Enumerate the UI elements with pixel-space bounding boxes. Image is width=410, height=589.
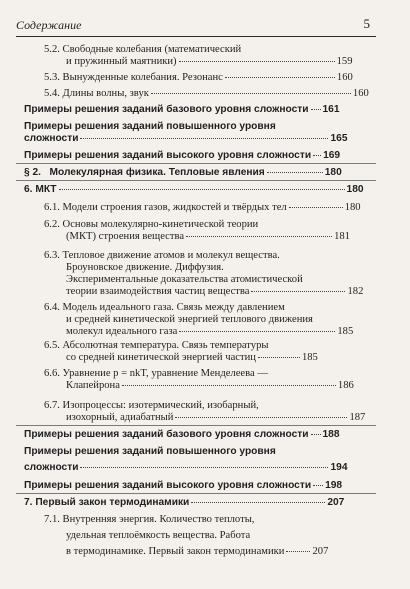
entry-title: Модель идеального газа. Связь между давлением <box>62 302 285 313</box>
entry-title: Модели строения газов, жидкостей и твёрдых тел <box>62 202 287 213</box>
toc-entry-6-2[interactable] <box>44 219 376 243</box>
entry-title: Примеры решения заданий базового уровня сложности <box>24 104 309 115</box>
entry-title: сложности <box>24 462 79 473</box>
entry-number: 6. <box>24 184 33 195</box>
entry-number: 5.3. <box>44 72 60 83</box>
entry-number: 6.4. <box>44 302 60 313</box>
entry-title: и средней кинетической энергией теплового движения <box>66 314 313 325</box>
entry-number: § 2. <box>24 167 41 178</box>
toc-entry-section-2[interactable] <box>24 167 376 179</box>
entry-title: Абсолютная температура. Связь температуры <box>62 340 269 351</box>
entry-title: Уравнение p = nkT, уравнение Менделеева — <box>62 368 268 379</box>
entry-page: 207 <box>312 546 329 557</box>
entry-number: 6.7. <box>44 400 60 411</box>
toc-entry-examples-high-2[interactable] <box>24 480 342 492</box>
entry-title: (МКТ) строения вещества <box>66 231 185 242</box>
entry-title: Примеры решения заданий повышенного уровня <box>24 121 276 132</box>
toc-entry-6-3[interactable] <box>44 250 376 298</box>
entry-page: 194 <box>330 462 348 473</box>
page-number: 5 <box>363 16 370 31</box>
entry-number: 5.2. <box>44 44 60 55</box>
entry-title: МКТ <box>35 184 57 195</box>
toc-entry-6-5[interactable] <box>44 340 376 364</box>
entry-title: Внутренняя энергия. Количество теплоты, <box>62 514 255 525</box>
entry-page: 185 <box>337 326 354 337</box>
entry-title: Вынужденные колебания. Резонанс <box>62 72 223 83</box>
toc-entry-5-4[interactable] <box>44 88 376 100</box>
section-title: Содержание <box>16 18 82 32</box>
entry-title: теории взаимодействия частиц вещества <box>66 286 250 297</box>
entry-title: Молекулярная физика. Тепловые явления <box>49 167 265 178</box>
entry-number: 7.1. <box>44 514 60 525</box>
entry-number: 6.2. <box>44 219 60 230</box>
entry-title: Длины волны, звук <box>62 88 149 99</box>
entry-page: 188 <box>322 429 340 440</box>
toc-entry-6-7[interactable] <box>44 400 376 424</box>
entry-page: 187 <box>349 412 366 423</box>
entry-page: 182 <box>347 286 364 297</box>
toc-entry-chapter-6[interactable] <box>24 184 376 196</box>
entry-title: со средней кинетической энергией частиц <box>66 352 256 363</box>
entry-page: 207 <box>327 497 345 508</box>
entry-title: Примеры решения заданий повышенного уровня <box>24 446 276 457</box>
entry-page: 186 <box>337 380 354 391</box>
toc-entry-examples-high[interactable] <box>24 150 340 162</box>
entry-page: 160 <box>352 88 369 99</box>
entry-title: молекул идеального газа <box>66 326 178 337</box>
entry-page: 169 <box>323 150 341 161</box>
entry-number: 6.1. <box>44 202 60 213</box>
entry-title: и пружинный маятники) <box>66 56 177 67</box>
entry-title: Тепловое движение атомов и молекул вещества. <box>62 250 280 261</box>
entry-number: 6.5. <box>44 340 60 351</box>
section-divider <box>16 425 376 426</box>
entry-page: 185 <box>301 352 318 363</box>
toc-entry-examples-medium[interactable] <box>24 121 347 145</box>
entry-page: 160 <box>336 72 353 83</box>
entry-title: Свободные колебания (математический <box>62 44 242 55</box>
entry-number: 6.6. <box>44 368 60 379</box>
toc-entry-examples-basic-2[interactable] <box>24 429 340 441</box>
entry-title: Первый закон термодинамики <box>35 497 190 508</box>
entry-title: Экспериментальные доказательства атомистической <box>66 274 303 285</box>
toc-entry-6-6[interactable] <box>44 368 376 392</box>
entry-title: Изопроцессы: изотермический, изобарный, <box>62 400 259 411</box>
entry-page: 198 <box>325 480 343 491</box>
entry-title: удельная теплоёмкость вещества. Работа <box>66 530 251 541</box>
entry-number: 6.3. <box>44 250 60 261</box>
section-divider <box>16 493 376 494</box>
toc-entry-7-1[interactable] <box>44 514 376 558</box>
entry-page: 165 <box>330 133 348 144</box>
entry-page: 180 <box>344 202 361 213</box>
entry-title: в термодинамике. Первый закон термодинамики <box>66 546 285 557</box>
entry-page: 180 <box>324 167 342 178</box>
toc-entry-examples-basic[interactable] <box>24 104 340 116</box>
entry-title: Клапейрона <box>66 380 120 391</box>
toc-entry-6-1[interactable] <box>44 202 376 214</box>
entry-title: сложности <box>24 133 79 144</box>
entry-title: Примеры решения заданий высокого уровня сложности <box>24 150 312 161</box>
toc-entry-6-4[interactable] <box>44 302 376 338</box>
entry-number: 7. <box>24 497 33 508</box>
entry-page: 180 <box>346 184 364 195</box>
toc-entry-5-2[interactable] <box>44 44 376 68</box>
entry-number: 5.4. <box>44 88 60 99</box>
entry-title: Примеры решения заданий высокого уровня сложности <box>24 480 312 491</box>
toc-entry-chapter-7[interactable] <box>24 497 376 509</box>
entry-title: Основы молекулярно-кинетической теории <box>62 219 259 230</box>
entry-title: Примеры решения заданий базового уровня сложности <box>24 429 309 440</box>
section-divider <box>16 180 376 181</box>
entry-page: 161 <box>322 104 340 115</box>
entry-page: 159 <box>336 56 353 67</box>
entry-title: Броуновское движение. Диффузия. <box>66 262 224 273</box>
toc-entry-examples-medium-2[interactable] <box>24 446 347 474</box>
toc-entry-5-3[interactable] <box>44 72 376 84</box>
entry-page: 181 <box>334 231 350 242</box>
section-divider <box>16 163 376 164</box>
entry-title: изохорный, адиабатный <box>66 412 174 423</box>
